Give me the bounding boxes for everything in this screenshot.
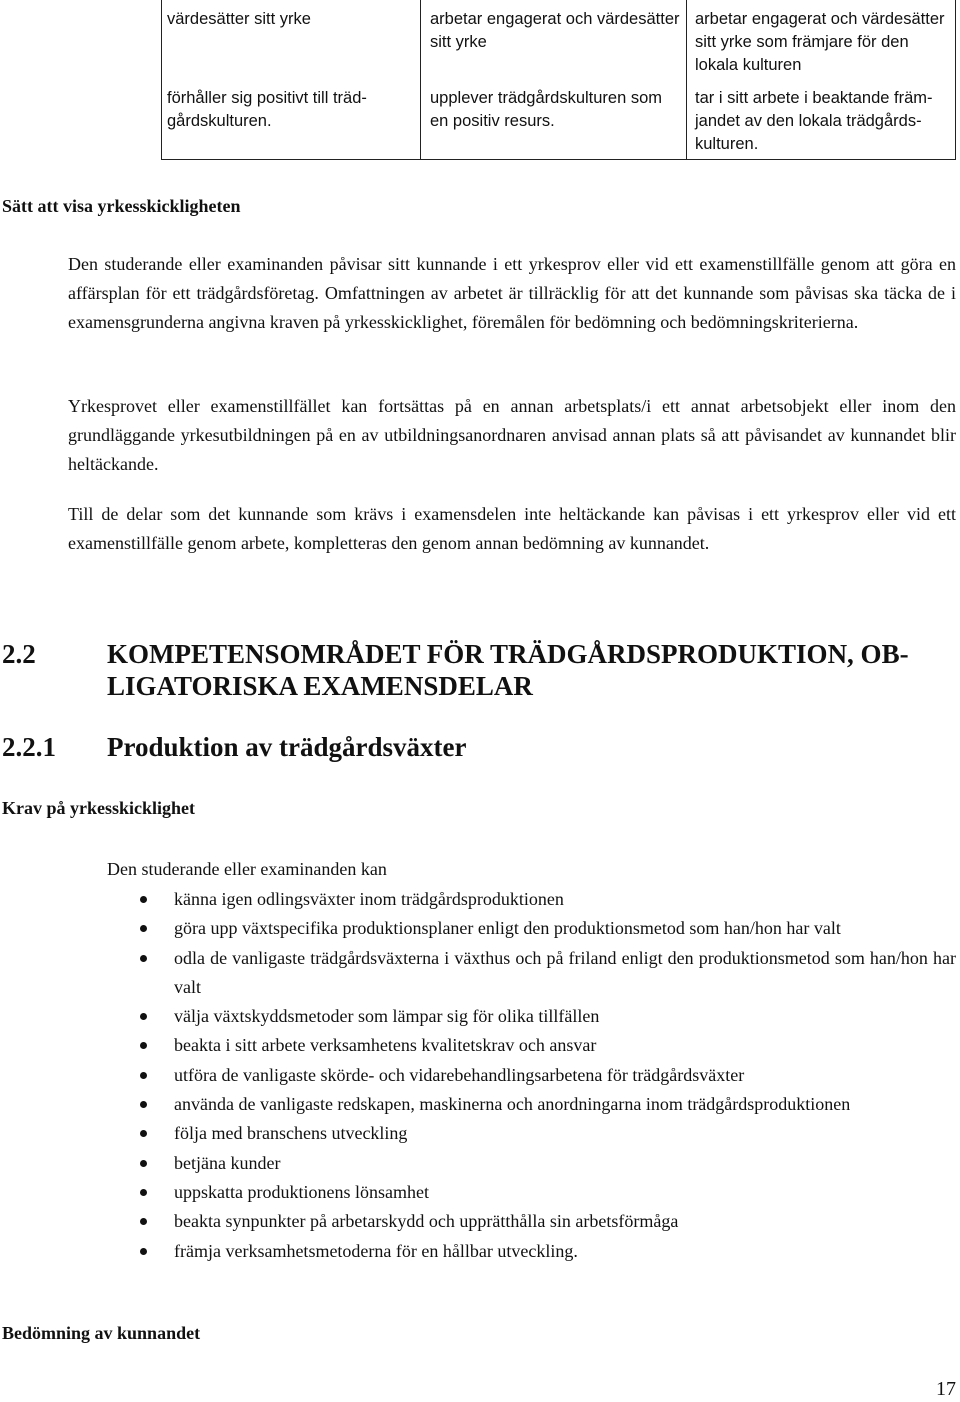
requirements-intro: Den studerande eller examinanden kan (107, 859, 387, 879)
bullet-icon (140, 1101, 147, 1108)
bullet-icon (140, 925, 147, 932)
list-item (0, 1061, 960, 1090)
table-border-bottom (161, 159, 956, 160)
heading-number-2-2: 2.2 (2, 639, 36, 669)
list-item-text: använda de vanligaste redskapen, maskinerna och anordningarna inom trädgårdsproduktionen (174, 1094, 851, 1115)
list-item-text: främja verksamhetsmetoderna för en hållbar utveckling. (174, 1240, 578, 1261)
bullet-icon (140, 1130, 147, 1137)
list-item-text: göra upp växtspecifika produktionsplaner enligt den produktionsmetod som han/hon har valt (174, 918, 841, 939)
list-item (0, 1002, 960, 1031)
table-border-right (955, 0, 956, 160)
list-item-text: betjäna kunder (174, 1152, 281, 1173)
bullet-icon (140, 1013, 147, 1020)
list-item-text: beakta synpunkter på arbetarskydd och upprätthålla sin arbetsförmåga (174, 1211, 679, 1232)
heading-title-2-2-1: Produktion av trädgårdsväxter (107, 732, 467, 762)
table-cell: upplever trädgårdskulturen som en positiv resurs. (430, 89, 663, 130)
page-number: 17 (936, 1378, 956, 1400)
list-item-text: utföra de vanligaste skörde- och vidarebehandlingsarbetena för trädgårdsväxter (174, 1064, 745, 1085)
list-item (0, 1178, 960, 1207)
bullet-icon (140, 955, 147, 962)
list-item (0, 1031, 960, 1060)
table-cell: värdesätter sitt yrke (167, 10, 311, 28)
paragraph-demonstration: Den studerande eller examinanden påvisar sitt kunnande i ett yrkesprov eller vid ett examenstillfälle genom att göra en affärsplan för ett trädgårdsföretag. Omfattningen av arbetet är tillräcklig för att det kunnande som påvisas ska täcka de i examensgrunderna angivna kraven på yrkesskicklighet, föremålen för bedömning och bedömningskriterierna. (68, 254, 956, 332)
list-item (0, 914, 960, 943)
list-item-text: välja växtskyddsmetoder som lämpar sig för olika tillfällen (174, 1006, 600, 1027)
assessment-heading: Bedömning av kunnandet (2, 1323, 201, 1343)
list-item-text: följa med branschens utveckling (174, 1123, 408, 1144)
list-item (0, 885, 960, 914)
table-cell: förhåller sig positivt till träd- gårdskulturen. (167, 89, 367, 130)
list-item (0, 1207, 960, 1236)
list-item-text: odla de vanligaste trädgårdsväxterna i växthus och på friland enligt den produktionsmetod som han/hon har valt (174, 947, 956, 997)
table-col-divider-1 (420, 0, 421, 160)
section-heading-show-competence: Sätt att visa yrkesskickligheten (2, 196, 241, 216)
list-item-text: uppskatta produktionens lönsamhet (174, 1181, 429, 1202)
table-cell: tar i sitt arbete i beaktande främ- jandet av den lokala trädgårds- kulturen. (695, 89, 933, 153)
bullet-icon (140, 1248, 147, 1255)
table-border-left (161, 0, 162, 160)
bullet-icon (140, 1189, 147, 1196)
table-col-divider-2 (686, 0, 687, 160)
list-item-text: känna igen odlingsväxter inom trädgårdsproduktionen (174, 889, 564, 909)
bullet-icon (140, 1072, 147, 1079)
list-item (0, 944, 960, 1003)
list-item (0, 1149, 960, 1178)
heading-title-line: LIGATORISKA EXAMENSDELAR (107, 671, 533, 701)
bullet-icon (140, 896, 147, 903)
list-item (0, 1237, 960, 1266)
paragraph-continuation: Yrkesprovet eller examenstillfället kan fortsättas på en annan arbetsplats/i ett annat arbetsobjekt eller inom den grundläggande yrkesutbildningen på en av utbildningsanordnaren anvisad annan plats så att påvisandet av kunnandet blir heltäckande. (68, 396, 956, 474)
table-cell: arbetar engagerat och värdesätter sitt yrke som främjare för den lokala kulturen (695, 10, 945, 74)
list-item (0, 1090, 960, 1119)
requirements-list (0, 885, 960, 1266)
heading-number-2-2-1: 2.2.1 (2, 732, 56, 762)
list-item-text: beakta i sitt arbete verksamhetens kvalitetskrav och ansvar (174, 1035, 597, 1056)
paragraph-complement: Till de delar som det kunnande som krävs i examensdelen inte heltäckande kan påvisas i ett yrkesprov eller vid ett examenstillfälle genom arbete, kompletteras den genom annan bedömning av kunnandet. (68, 504, 956, 553)
bullet-icon (140, 1160, 147, 1167)
table-cell: arbetar engagerat och värdesätter sitt yrke (430, 10, 680, 51)
heading-title-2-2 (107, 638, 957, 702)
bullet-icon (140, 1218, 147, 1225)
bullet-icon (140, 1042, 147, 1049)
heading-title-line: KOMPETENSOMRÅDET FÖR TRÄDGÅRDSPRODUKTION, OB- (107, 639, 909, 669)
requirements-heading: Krav på yrkesskicklighet (2, 798, 196, 818)
list-item (0, 1119, 960, 1148)
